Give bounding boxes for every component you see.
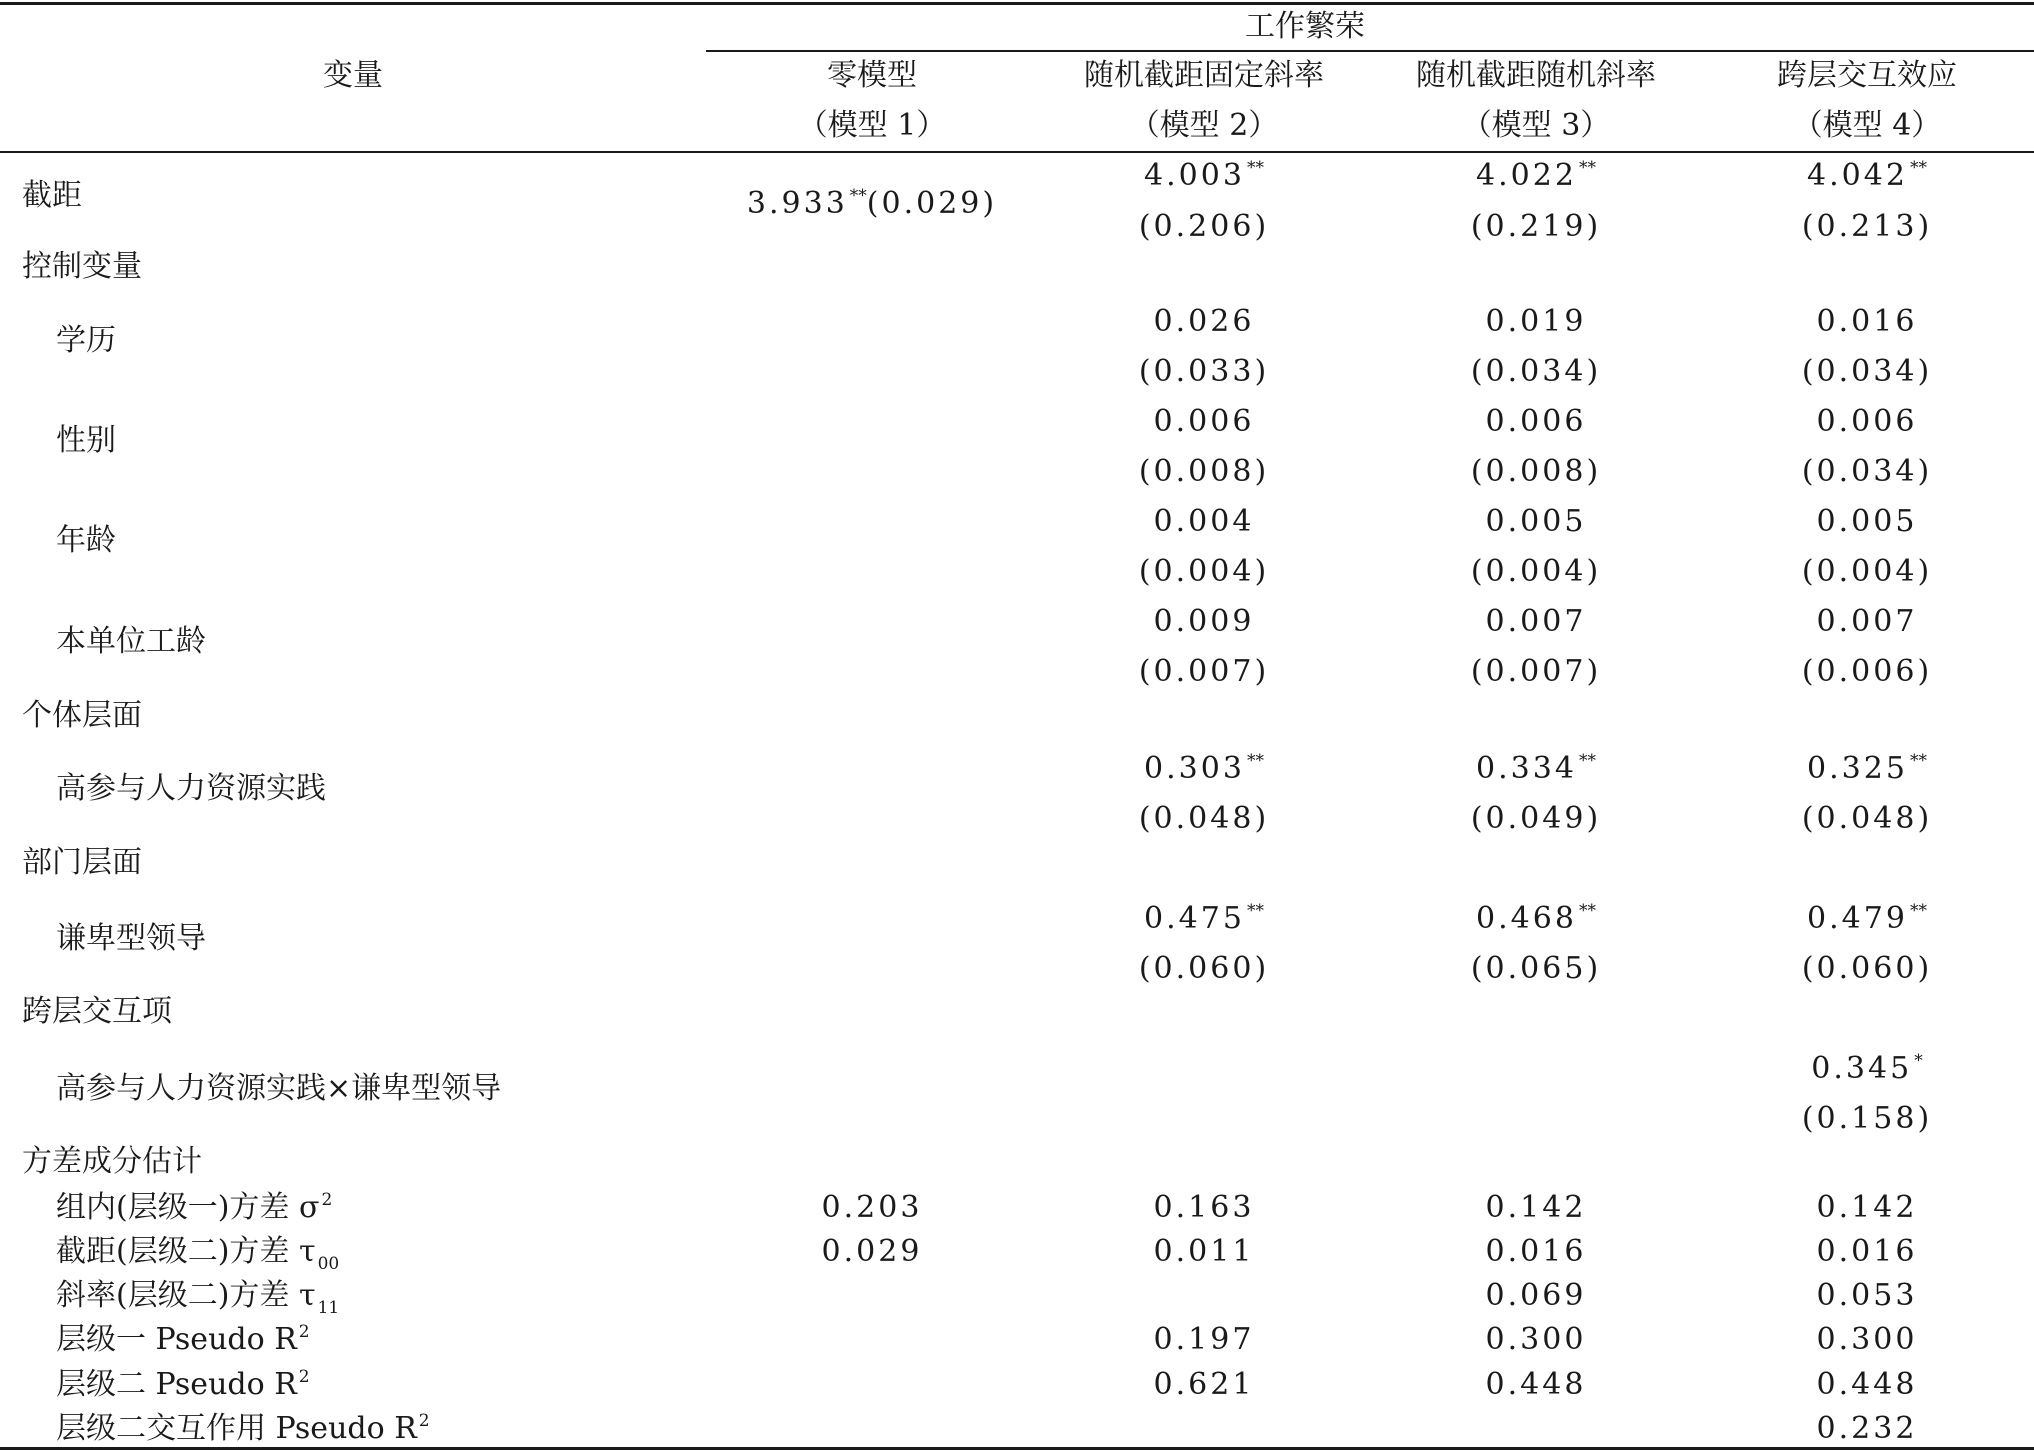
significance-marker: **: [849, 186, 867, 206]
significance-marker: **: [1246, 751, 1264, 771]
row-label: 性别: [56, 423, 116, 458]
coefficient-value: 0.479: [1807, 901, 1908, 936]
variance-value: 0.300: [1816, 1322, 1918, 1357]
coefficient-cell: [1476, 158, 1596, 193]
model-4-name: 跨层交互效应: [1777, 58, 1957, 93]
standard-error-cell: (0.008): [1138, 454, 1270, 489]
standard-error-cell: (0.048): [1138, 801, 1270, 836]
coefficient-value: 0.468: [1476, 901, 1577, 936]
standard-error-cell: (0.049): [1470, 801, 1602, 836]
variance-label: [56, 1278, 340, 1318]
coefficient-value: 0.026: [1153, 304, 1255, 339]
variance-label-text: 斜率(层级二)方差: [56, 1278, 299, 1313]
superscript: 2: [298, 1322, 310, 1342]
coefficient-value: 0.007: [1485, 604, 1587, 639]
variance-value: 0.448: [1816, 1367, 1918, 1402]
variance-label: [56, 1411, 430, 1446]
row-label: 高参与人力资源实践×谦卑型领导: [56, 1071, 502, 1106]
coefficient-value: 0.007: [1816, 604, 1918, 639]
coefficient-cell: [1153, 404, 1255, 439]
coefficient-cell: [1485, 504, 1587, 539]
coefficient-cell: [1476, 901, 1596, 936]
coefficient-value: 0.303: [1144, 751, 1245, 786]
coefficient-cell: [1807, 751, 1927, 786]
coefficient-value: 0.006: [1816, 404, 1918, 439]
subscript: 00: [317, 1254, 340, 1274]
standard-error-cell: (0.033): [1138, 354, 1270, 389]
variance-label-text: 截距(层级二)方差: [56, 1234, 299, 1269]
variance-label: [56, 1367, 310, 1402]
coefficient-value: 4.042: [1807, 158, 1908, 193]
variance-value: 0.197: [1153, 1322, 1255, 1357]
standard-error-cell: (0.034): [1801, 354, 1933, 389]
standard-error-cell: (0.004): [1470, 554, 1602, 589]
standard-error-cell: (0.065): [1470, 951, 1602, 986]
group-rule: [706, 50, 2034, 52]
model-2-name: 随机截距固定斜率: [1084, 58, 1324, 93]
coefficient-cell: [1153, 304, 1255, 339]
significance-marker: **: [1909, 158, 1927, 178]
variance-label-text: 层级二 Pseudo R: [56, 1367, 297, 1402]
variance-value: 0.142: [1816, 1190, 1918, 1225]
significance-marker: **: [1909, 901, 1927, 921]
bottom-rule: [0, 1447, 2034, 1450]
section-label: 跨层交互项: [22, 994, 172, 1029]
group-header: 工作繁荣: [1245, 9, 1365, 44]
variance-value: 0.016: [1485, 1234, 1587, 1269]
coefficient-cell: [1485, 604, 1587, 639]
variance-label-text: 层级一 Pseudo R: [56, 1322, 297, 1357]
coefficient-value: 0.006: [1485, 404, 1587, 439]
coefficient-cell: [1816, 604, 1918, 639]
model-3-name: 随机截距随机斜率: [1416, 58, 1656, 93]
variance-value: 0.142: [1485, 1190, 1587, 1225]
variance-value: 0.621: [1153, 1367, 1255, 1402]
standard-error-cell: (0.206): [1138, 209, 1270, 244]
coefficient-cell: [1485, 404, 1587, 439]
standard-error-cell: (0.034): [1801, 454, 1933, 489]
coefficient-value: 0.004: [1153, 504, 1255, 539]
variance-symbol: τ: [298, 1234, 316, 1269]
section-label: 方差成分估计: [22, 1144, 202, 1179]
coefficient-cell: [1144, 751, 1264, 786]
model-1-label: （模型 1）: [797, 108, 947, 143]
standard-error-cell: (0.007): [1470, 654, 1602, 689]
coefficient-value: 4.022: [1476, 158, 1577, 193]
coefficient-value: 0.009: [1153, 604, 1255, 639]
variance-label: [56, 1322, 310, 1357]
row-label: 本单位工龄: [56, 624, 206, 659]
coefficient-cell: [1153, 604, 1255, 639]
row-label: 年龄: [56, 523, 116, 558]
standard-error-cell: (0.060): [1801, 951, 1933, 986]
standard-error-cell: (0.048): [1801, 801, 1933, 836]
variance-value: 0.053: [1816, 1278, 1918, 1313]
model-2-label: （模型 2）: [1129, 108, 1279, 143]
variance-label-text: 组内(层级一)方差: [56, 1190, 299, 1225]
standard-error-cell: (0.034): [1470, 354, 1602, 389]
row-label: 学历: [56, 323, 116, 358]
model-3-label: （模型 3）: [1461, 108, 1611, 143]
standard-error-cell: (0.006): [1801, 654, 1933, 689]
significance-marker: **: [1578, 751, 1596, 771]
coefficient-cell: [1144, 158, 1264, 193]
standard-error-cell: (0.004): [1138, 554, 1270, 589]
row-label: 截距: [22, 178, 82, 213]
variance-value: 0.029: [821, 1234, 923, 1269]
subscript: 11: [317, 1298, 340, 1318]
header-bottom-rule: [0, 151, 2034, 153]
variance-label: [56, 1190, 333, 1225]
variable-header: 变量: [323, 58, 383, 93]
standard-error-cell: (0.004): [1801, 554, 1933, 589]
variance-value: 0.163: [1153, 1190, 1255, 1225]
significance-marker: **: [1909, 751, 1927, 771]
coefficient-value: 0.325: [1807, 751, 1908, 786]
coefficient-cell: [1144, 901, 1264, 936]
coefficient-cell: [1476, 751, 1596, 786]
standard-error-cell: (0.060): [1138, 951, 1270, 986]
superscript: 2: [298, 1367, 310, 1387]
coefficient-cell: [1807, 158, 1927, 193]
variance-value: 0.232: [1816, 1411, 1918, 1446]
section-label: 控制变量: [22, 249, 142, 284]
significance-marker: **: [1578, 901, 1596, 921]
significance-marker: *: [1914, 1051, 1923, 1071]
row-label: 高参与人力资源实践: [56, 771, 326, 806]
coefficient-value: 0.016: [1816, 304, 1918, 339]
coefficient-value: 0.006: [1153, 404, 1255, 439]
coefficient-cell: [1485, 304, 1587, 339]
variance-label-text: 层级二交互作用 Pseudo R: [56, 1411, 417, 1446]
significance-marker: **: [1578, 158, 1596, 178]
superscript: 2: [418, 1411, 430, 1431]
model-4-label: （模型 4）: [1792, 108, 1942, 143]
coefficient-value: 4.003: [1144, 158, 1245, 193]
variance-value: 0.011: [1153, 1234, 1255, 1269]
coefficient-cell: [1811, 1051, 1923, 1086]
standard-error-cell: (0.213): [1801, 209, 1933, 244]
coefficient-cell: [1816, 304, 1918, 339]
coefficient-cell: [1153, 504, 1255, 539]
model-1-name: 零模型: [827, 58, 917, 93]
coefficient-value: 0.334: [1476, 751, 1577, 786]
row-label: 谦卑型领导: [56, 921, 206, 956]
coefficient-cell: [1816, 404, 1918, 439]
significance-marker: **: [1246, 901, 1264, 921]
variance-symbol: σ: [298, 1190, 320, 1225]
model-1-cell: [746, 186, 998, 221]
variance-label: [56, 1234, 340, 1274]
top-rule: [0, 2, 2034, 5]
variance-value: 0.203: [821, 1190, 923, 1225]
coefficient-value: 0.005: [1816, 504, 1918, 539]
coefficient-value: 0.345: [1811, 1051, 1913, 1086]
variance-value: 0.069: [1485, 1278, 1587, 1313]
variance-value: 0.300: [1485, 1322, 1587, 1357]
superscript: 2: [321, 1190, 333, 1210]
coefficient-value: 0.019: [1485, 304, 1587, 339]
standard-error-cell: (0.008): [1470, 454, 1602, 489]
coefficient-cell: [1807, 901, 1927, 936]
section-label: 部门层面: [22, 845, 142, 880]
section-label: 个体层面: [22, 698, 142, 733]
coefficient-value: 0.005: [1485, 504, 1587, 539]
variance-value: 0.016: [1816, 1234, 1918, 1269]
variance-symbol: τ: [298, 1278, 316, 1313]
standard-error-cell: (0.158): [1801, 1101, 1933, 1136]
standard-error-cell: (0.007): [1138, 654, 1270, 689]
variance-value: 0.448: [1485, 1367, 1587, 1402]
coefficient-value: 3.933: [746, 186, 848, 221]
standard-error: (0.029): [866, 186, 998, 221]
standard-error-cell: (0.219): [1470, 209, 1602, 244]
coefficient-cell: [1816, 504, 1918, 539]
coefficient-value: 0.475: [1144, 901, 1245, 936]
significance-marker: **: [1246, 158, 1264, 178]
